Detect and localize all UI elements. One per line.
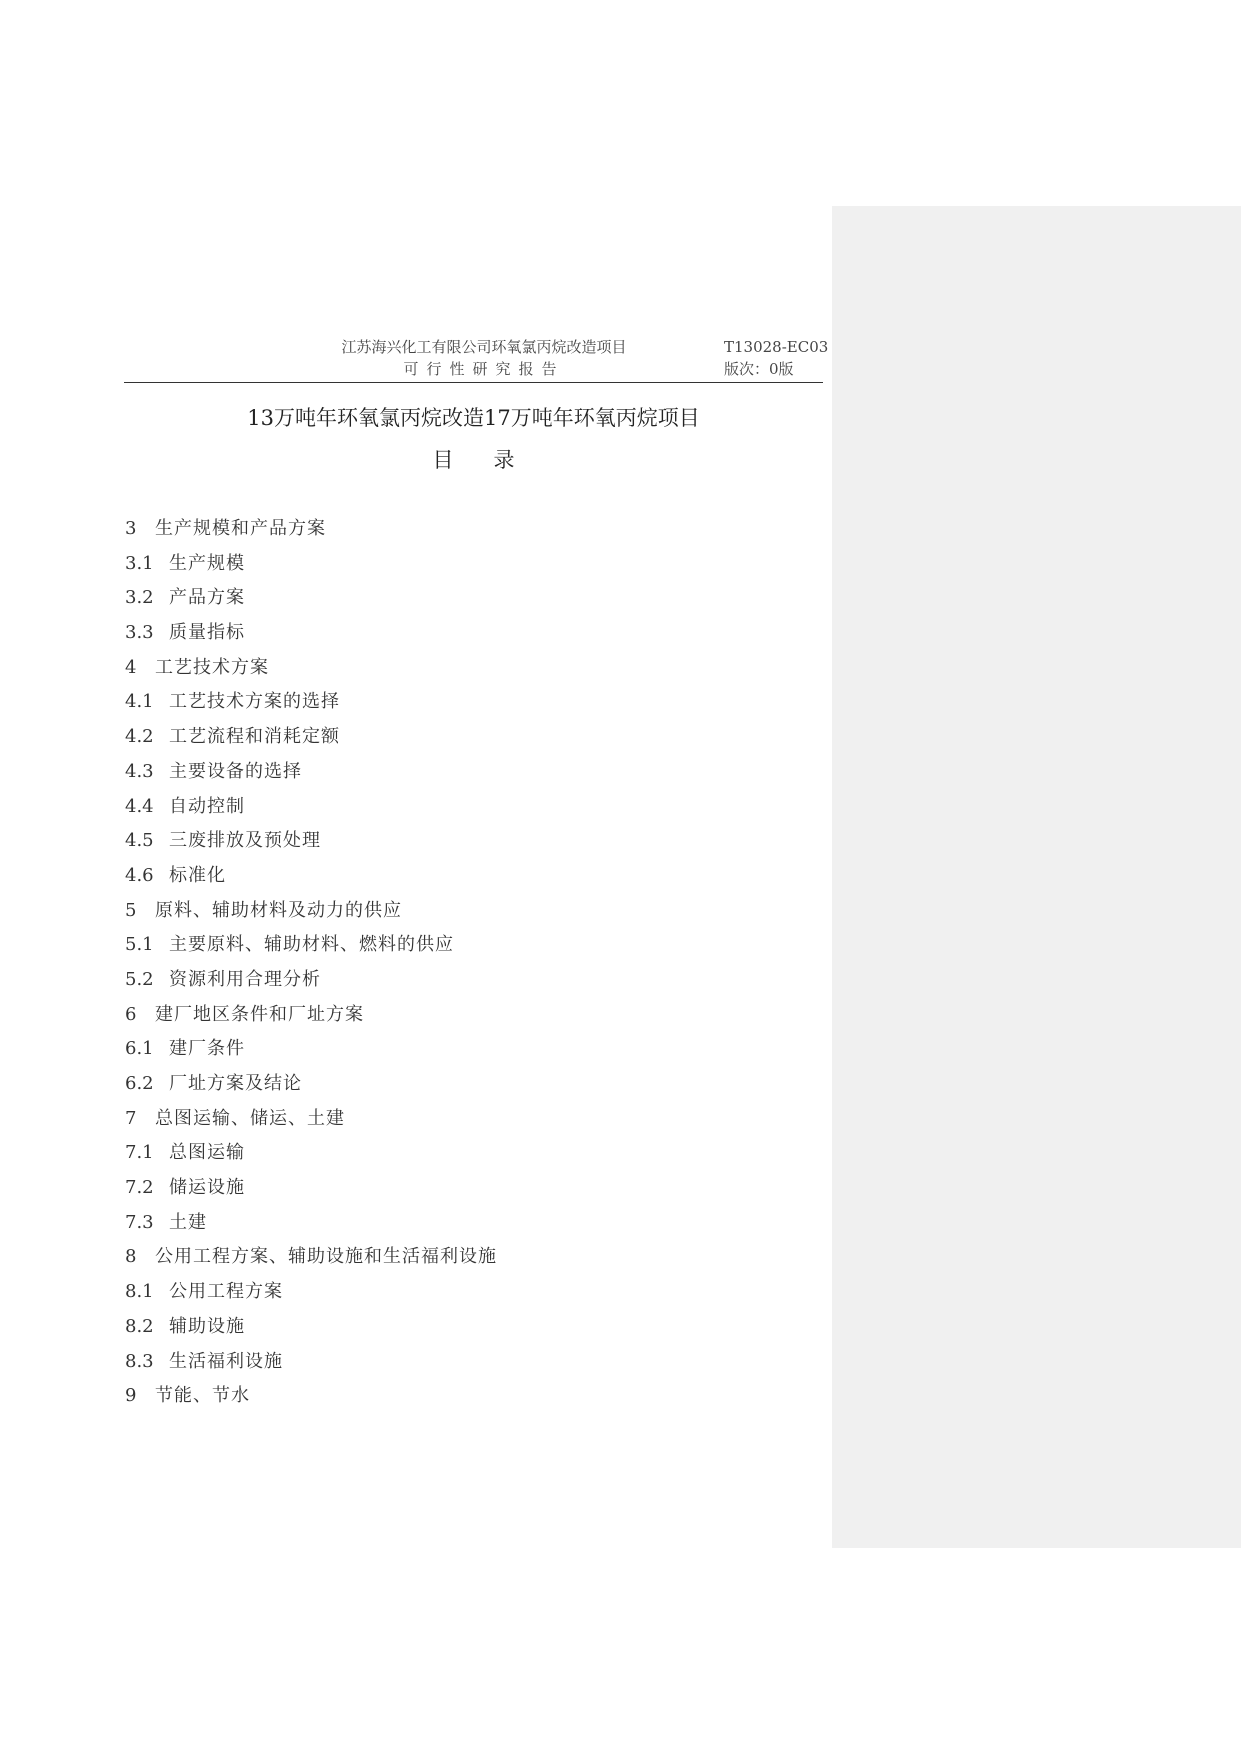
toc-item-text: 建厂地区条件和厂址方案 (155, 1003, 364, 1025)
toc-item-number: 3 (125, 518, 137, 539)
toc-item-number: 7.3 (125, 1211, 154, 1233)
document-title: 13万吨年环氧氯丙烷改造17万吨年环氧丙烷项目 (247, 406, 700, 430)
toc-item-number: 3.2 (125, 587, 154, 609)
toc-item[interactable] (125, 685, 815, 720)
toc-item-text: 土建 (169, 1211, 207, 1233)
toc-item-number: 4.3 (125, 760, 154, 782)
toc-item[interactable] (125, 1136, 815, 1171)
toc-item[interactable] (125, 1171, 815, 1206)
toc-item-text: 资源利用合理分析 (169, 968, 321, 990)
toc-item[interactable] (125, 720, 815, 755)
toc-item-number: 8.2 (125, 1315, 154, 1337)
toc-item[interactable] (125, 824, 815, 859)
toc-item-number: 4.4 (125, 795, 154, 817)
toc-item[interactable] (125, 1102, 815, 1137)
header-project-info (314, 336, 654, 380)
toc-item[interactable] (125, 1206, 815, 1241)
toc-item[interactable] (125, 1032, 815, 1067)
toc-item-number: 8 (125, 1246, 137, 1268)
toc-item-number: 8.3 (125, 1350, 154, 1372)
toc-item[interactable] (125, 616, 815, 651)
toc-item-text: 工艺技术方案 (155, 656, 269, 678)
toc-item[interactable] (125, 581, 815, 616)
header-report-type: 可行性研究报告 (403, 360, 565, 378)
header-doc-info (724, 336, 834, 380)
toc-item-number: 6 (125, 1003, 137, 1025)
toc-item-text: 节能、节水 (155, 1385, 250, 1407)
toc-item-number: 3.3 (125, 622, 154, 644)
toc-item[interactable] (125, 1310, 815, 1345)
header-doc-code: T13028-EC03 (724, 338, 829, 356)
toc-item-text: 三废排放及预处理 (169, 830, 321, 852)
header-company-project: 江苏海兴化工有限公司环氧氯丙烷改造项目 (341, 338, 627, 356)
toc-item[interactable] (125, 512, 815, 547)
toc-item-number: 9 (125, 1385, 137, 1407)
toc-item-number: 5.1 (125, 934, 154, 956)
toc-item-text: 生产规模 (169, 552, 245, 574)
toc-item[interactable] (125, 651, 815, 686)
header-version: 版次：0版 (724, 360, 794, 378)
table-of-contents (125, 512, 815, 1414)
toc-item-text: 主要设备的选择 (169, 760, 302, 782)
toc-item-number: 7.1 (125, 1142, 154, 1164)
page-header (124, 336, 829, 383)
toc-item-text: 生产规模和产品方案 (155, 518, 326, 539)
toc-item-text: 厂址方案及结论 (169, 1073, 302, 1094)
toc-item-text: 自动控制 (169, 795, 245, 817)
toc-item-text: 储运设施 (169, 1177, 245, 1199)
toc-item-text: 总图运输、储运、土建 (155, 1107, 345, 1129)
toc-item-text: 原料、辅助材料及动力的供应 (155, 899, 402, 921)
toc-item-number: 7 (125, 1107, 137, 1129)
toc-item[interactable] (125, 894, 815, 929)
toc-item-text: 公用工程方案、辅助设施和生活福利设施 (155, 1246, 497, 1268)
toc-item[interactable] (125, 1275, 815, 1310)
toc-item-text: 主要原料、辅助材料、燃料的供应 (169, 934, 454, 956)
toc-item[interactable] (125, 1240, 815, 1275)
toc-item-number: 4.6 (125, 864, 154, 886)
toc-item-text: 质量指标 (169, 622, 245, 644)
toc-item[interactable] (125, 859, 815, 894)
toc-item-text: 工艺流程和消耗定额 (169, 726, 340, 748)
toc-item-number: 5.2 (125, 968, 154, 990)
toc-item-number: 4.1 (125, 691, 154, 713)
toc-item-number: 7.2 (125, 1177, 154, 1199)
toc-item-number: 6.2 (125, 1073, 154, 1094)
toc-item-text: 标准化 (169, 864, 226, 886)
toc-item-text: 产品方案 (169, 587, 245, 609)
toc-item-text: 建厂条件 (169, 1038, 245, 1060)
toc-item-number: 3.1 (125, 552, 154, 574)
toc-item-number: 4 (125, 656, 137, 678)
toc-item-number: 6.1 (125, 1038, 154, 1060)
toc-item-text: 总图运输 (169, 1142, 245, 1164)
comment-pane (832, 206, 1241, 1548)
toc-item[interactable] (125, 755, 815, 790)
toc-item-text: 辅助设施 (169, 1315, 245, 1337)
toc-item[interactable] (125, 1345, 815, 1380)
toc-item[interactable] (125, 1067, 815, 1102)
toc-item-number: 8.1 (125, 1281, 154, 1303)
toc-item[interactable] (125, 998, 815, 1033)
toc-item-text: 公用工程方案 (169, 1281, 283, 1303)
toc-item-number: 4.2 (125, 726, 154, 748)
toc-item-text: 生活福利设施 (169, 1350, 283, 1372)
toc-item-number: 4.5 (125, 830, 154, 852)
toc-item-number: 5 (125, 899, 137, 921)
toc-heading: 目录 (432, 448, 555, 472)
toc-item[interactable] (125, 1379, 815, 1414)
toc-item-text: 工艺技术方案的选择 (169, 691, 340, 713)
toc-item[interactable] (125, 790, 815, 825)
toc-item[interactable] (125, 928, 815, 963)
toc-item[interactable] (125, 547, 815, 582)
toc-item[interactable] (125, 963, 815, 998)
